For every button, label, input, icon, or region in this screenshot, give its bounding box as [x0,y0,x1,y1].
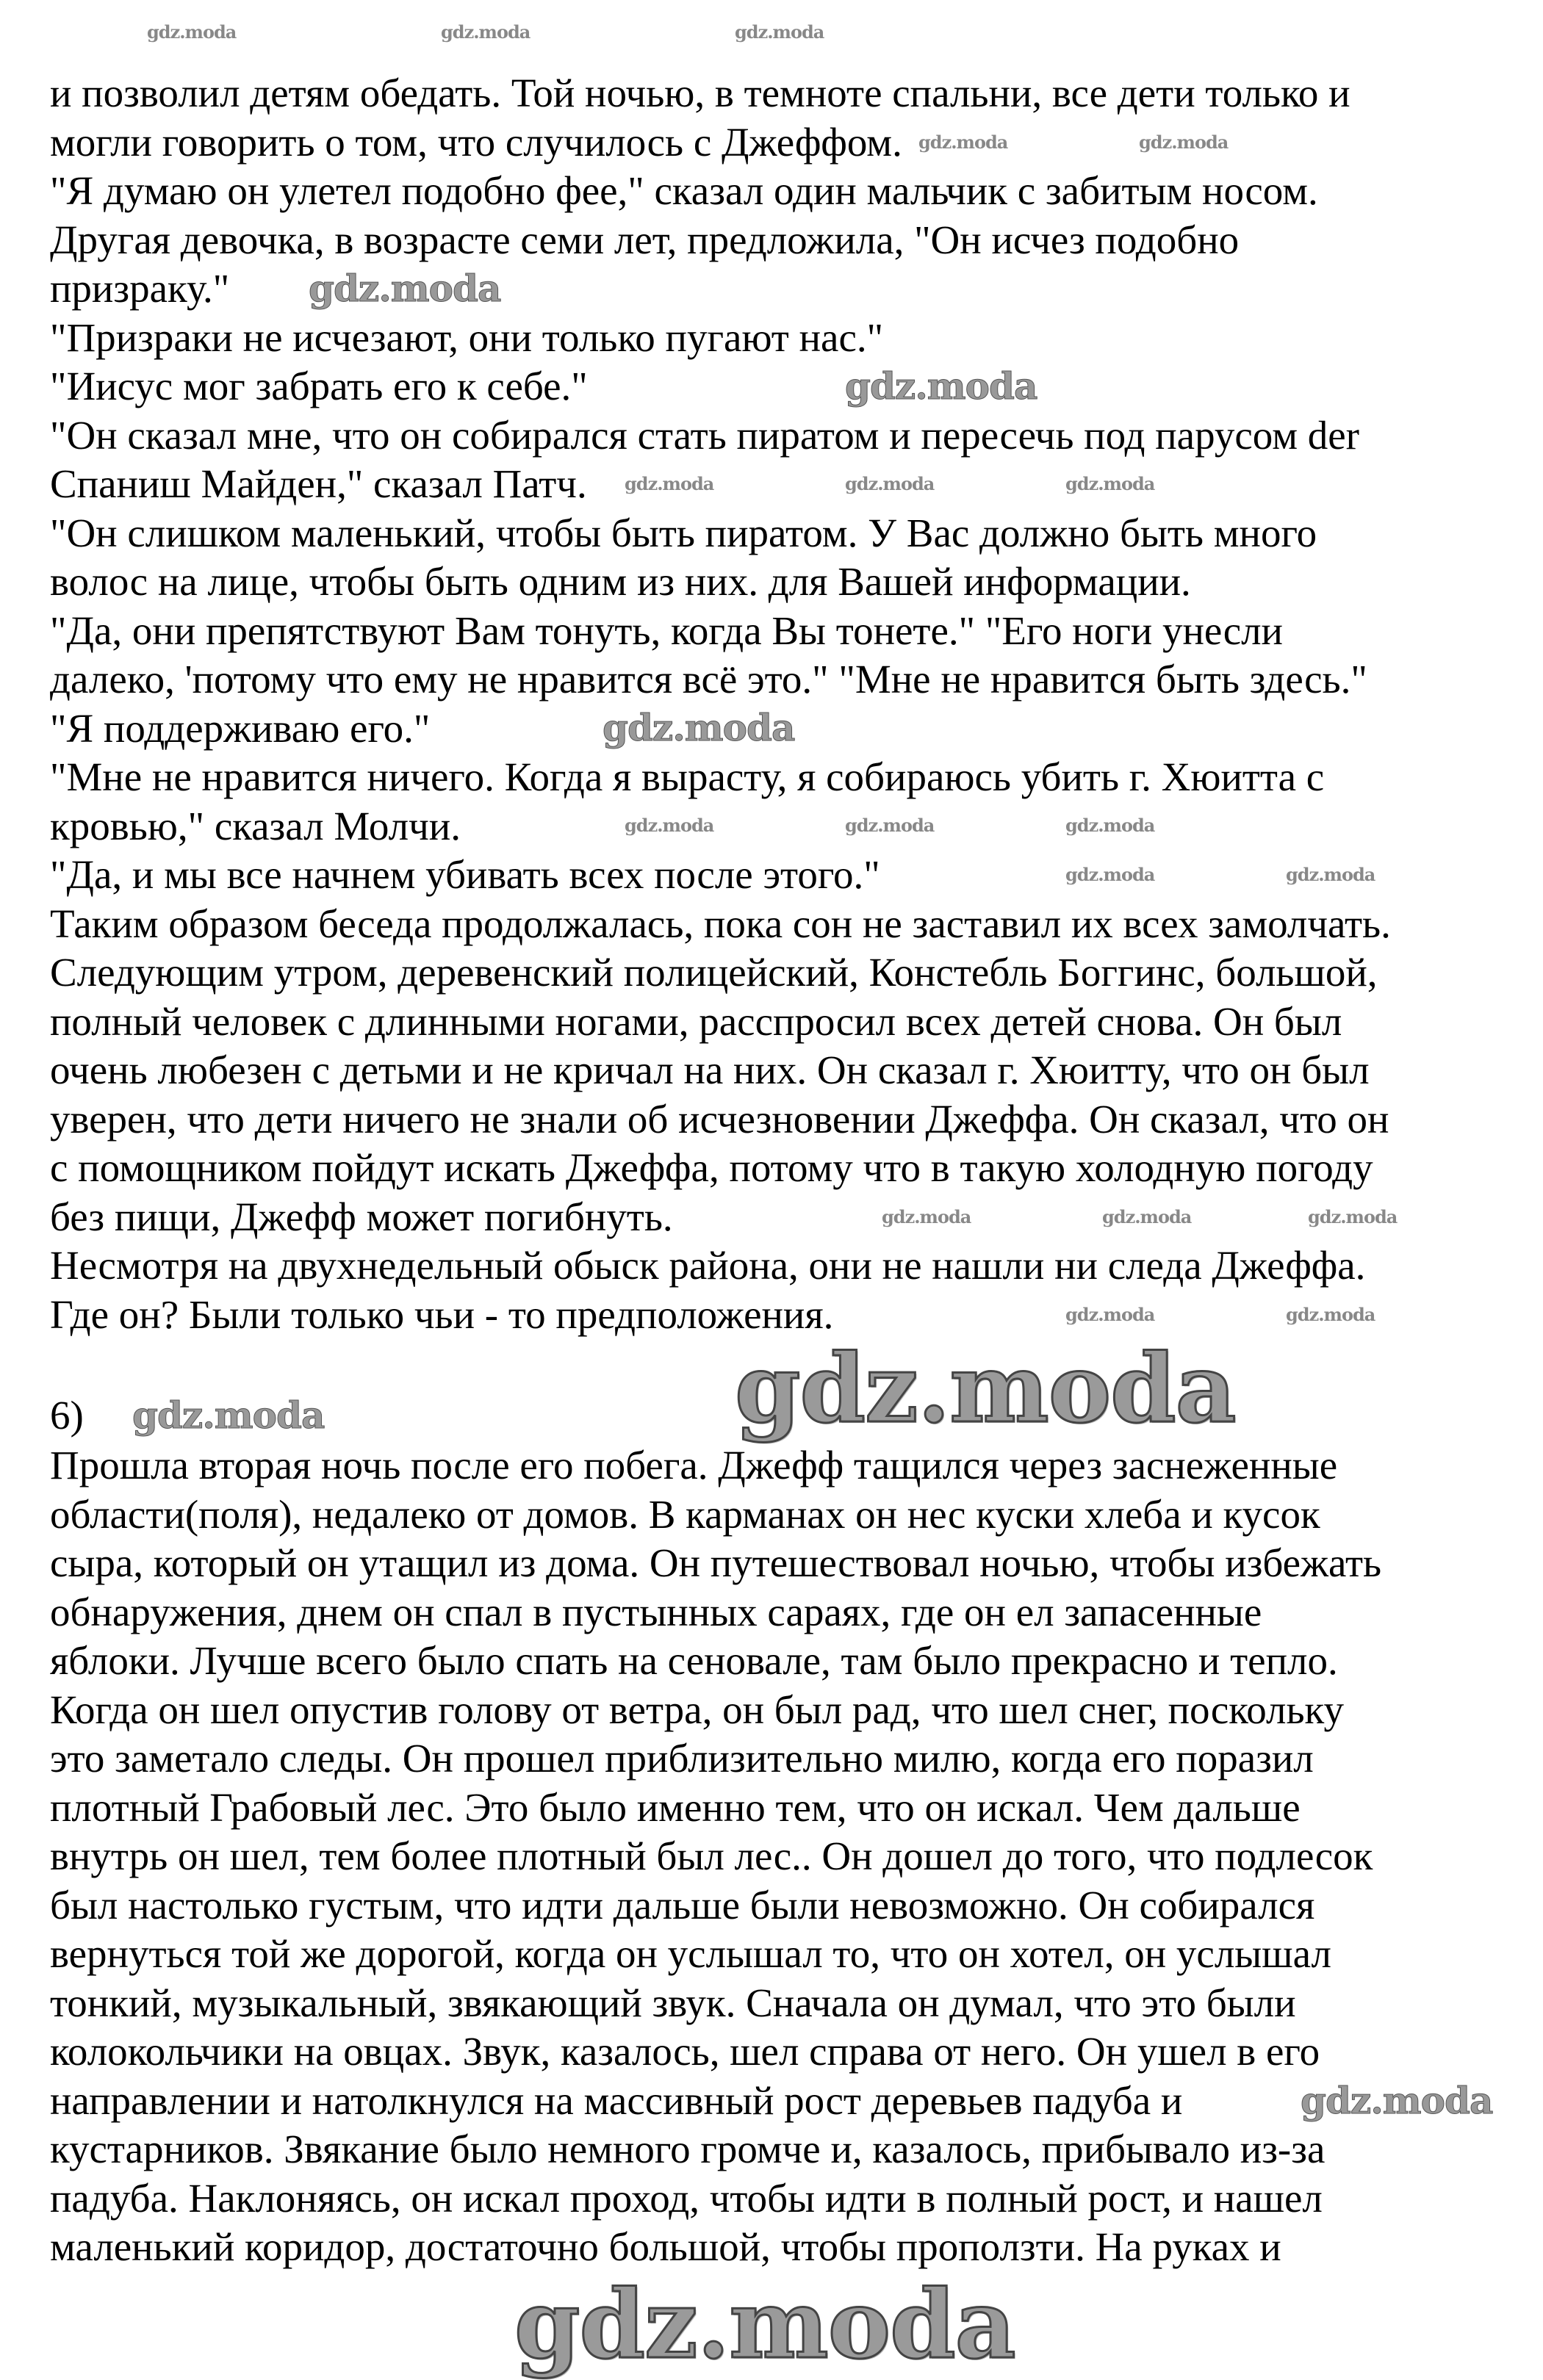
watermark-logo: gdz.moda [845,364,1037,408]
watermark-logo: gdz.moda [1065,1304,1155,1325]
text-line: сыра, который он утащил из дома. Он путешествовал ночью, чтобы избежать [50,1540,1382,1585]
text-line: "Да, они препятствуют Вам тонуть, когда Вы тонете." "Его ноги унесли [50,607,1283,653]
text-line: и позволил детям обедать. Той ночью, в темноте спальни, все дети только и [50,71,1350,115]
watermark-logo: gdz.moda [1065,815,1155,836]
watermark-logo: gdz.moda [132,1393,325,1437]
watermark-logo: gdz.moda [735,1334,1236,1444]
text-line: далеко, 'потому что ему не нравится всё это." "Мне не нравится быть здесь." [50,657,1367,702]
text-line: с помощником пойдут искать Джеффа, потому что в такую холодную погоду [50,1145,1373,1190]
watermark-logo: gdz.moda [514,2270,1015,2380]
watermark-logo: gdz.moda [845,473,935,494]
text-line: был настолько густым, что идти дальше были невозможно. Он собирался [50,1882,1315,1928]
watermark-logo: gdz.moda [1102,1206,1192,1227]
watermark-logo: gdz.moda [845,815,935,836]
text-line: призраку." [50,266,230,311]
text-line: направлении и натолкнулся на массивный рост деревьев падуба и [50,2077,1183,2123]
text-line: "Я думаю он улетел подобно фее," сказал один мальчик с забитым носом. [50,168,1318,213]
text-line: "Призраки не исчезают, они только пугают нас." [50,314,884,360]
text-line: Прошла вторая ночь после его побега. Джефф тащился через заснеженные [50,1443,1338,1488]
text-line: Где он? Были только чьи - то предположения. [50,1291,834,1337]
text-line: тонкий, музыкальный, звякающий звук. Сначала он думал, что это были [50,1980,1296,2025]
text-line: колокольчики на овцах. Звук, казалось, шел справа от него. Он ушел в его [50,2029,1320,2074]
section-heading: 6) [50,1393,84,1438]
text-line: уверен, что дети ничего не знали об исчезновении Джеффа. Он сказал, что он [50,1096,1389,1142]
watermark-logo: gdz.moda [1308,1206,1398,1227]
watermark-logo: gdz.moda [441,21,530,43]
text-line: "Иисус мог забрать его к себе." [50,364,588,408]
text-line: полный человек с длинными ногами, расспросил всех детей снова. Он был [50,998,1342,1044]
watermark-logo: gdz.moda [1139,131,1229,153]
watermark-logo: gdz.moda [625,473,714,494]
text-line: волос на лице, чтобы быть одним из них. для Вашей информации. [50,559,1191,604]
text-line: падуба. Наклоняясь, он искал проход, чтобы идти в полный рост, и нашел [50,2175,1323,2221]
text-line: Таким образом беседа продолжалась, пока сон не заставил их всех замолчать. [50,901,1391,946]
watermark-logo: gdz.moda [735,21,824,43]
watermark-logo: gdz.moda [1065,473,1155,494]
text-line: Когда он шел опустив голову от ветра, он был рад, что шел снег, поскольку [50,1687,1344,1732]
watermark-logo: gdz.moda [1286,1304,1375,1325]
text-line: "Да, и мы все начнем убивать всех после этого." [50,852,880,897]
text-line: Другая девочка, в возрасте семи лет, предложила, "Он исчез подобно [50,217,1240,262]
text-line: кустарников. Звякание было немного громче и, казалось, прибывало из-за [50,2127,1326,2171]
watermark-logo: gdz.moda [1286,864,1375,885]
text-line: Спаниш Майден," сказал Патч. [50,461,587,506]
text-line: внутрь он шел, тем более плотный был лес.. Он дошел до того, что подлесок [50,1833,1373,1878]
text-line: "Он слишком маленький, чтобы быть пиратом. У Вас должно быть много [50,510,1317,555]
text-line: это заметало следы. Он прошел приблизительно милю, когда его поразил [50,1736,1314,1781]
text-line: "Мне не нравится ничего. Когда я вырасту, я собираюсь убить г. Хюитта с [50,754,1325,799]
text-line: "Он сказал мне, что он собирался стать пиратом и пересечь под парусом der [50,412,1359,458]
watermark-logo: gdz.moda [603,706,795,749]
text-line: Следующим утром, деревенский полицейский, Констебль Боггинс, большой, [50,950,1378,995]
text-line: плотный Грабовый лес. Это было именно тем, что он искал. Чем дальше [50,1784,1301,1830]
watermark-logo: gdz.moda [918,131,1008,153]
text-line: обнаружения, днем он спал в пустынных сараях, где он ел запасенные [50,1589,1262,1634]
text-line: кровью," сказал Молчи. [50,803,461,848]
text-line: "Я поддерживаю его." [50,705,431,751]
watermark-logo: gdz.moda [625,815,714,836]
watermark-logo: gdz.moda [1065,864,1155,885]
text-line: вернуться той же дорогой, когда он услышал то, что он хотел, он услышал [50,1931,1331,1976]
text-line: могли говорить о том, что случилось с Джеффом. [50,119,902,165]
watermark-logo: gdz.moda [1301,2079,1493,2122]
watermark-logo: gdz.moda [882,1206,971,1227]
text-line: очень любезен с детьми и не кричал на них. Он сказал г. Хюитту, что он был [50,1047,1370,1092]
watermark-logo: gdz.moda [309,267,501,310]
text-line: яблоки. Лучше всего было спать на сеновале, там было прекрасно и тепло. [50,1638,1338,1683]
text-line: маленький коридор, достаточно большой, чтобы проползти. На руках и [50,2224,1281,2269]
text-line: области(поля), недалеко от домов. В карманах он нес куски хлеба и кусок [50,1491,1320,1537]
watermark-logo: gdz.moda [147,21,237,43]
text-line: без пищи, Джефф может погибнуть. [50,1194,673,1239]
text-line: Несмотря на двухнедельный обыск района, они не нашли ни следа Джеффа. [50,1243,1366,1288]
